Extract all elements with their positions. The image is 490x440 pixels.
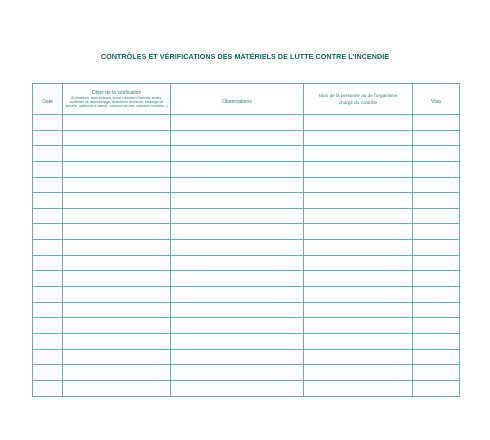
cell-date[interactable] <box>33 365 63 381</box>
table-row <box>33 193 460 209</box>
cell-objet[interactable] <box>63 130 171 146</box>
cell-observations[interactable] <box>171 240 304 256</box>
cell-objet[interactable] <box>63 287 171 303</box>
table-row <box>33 177 460 193</box>
cell-date[interactable] <box>33 224 63 240</box>
cell-nom[interactable] <box>304 161 413 177</box>
cell-observations[interactable] <box>171 177 304 193</box>
cell-nom[interactable] <box>304 146 413 162</box>
cell-nom[interactable] <box>304 318 413 334</box>
column-header-date <box>33 84 63 115</box>
cell-visa[interactable] <box>413 302 460 318</box>
cell-nom[interactable] <box>304 193 413 209</box>
cell-date[interactable] <box>33 161 63 177</box>
cell-nom[interactable] <box>304 255 413 271</box>
column-header-date-label: Date <box>42 99 53 105</box>
cell-date[interactable] <box>33 380 63 396</box>
cell-date[interactable] <box>33 130 63 146</box>
table-row <box>33 255 460 271</box>
cell-date[interactable] <box>33 318 63 334</box>
cell-observations[interactable] <box>171 130 304 146</box>
cell-nom[interactable] <box>304 115 413 131</box>
cell-date[interactable] <box>33 240 63 256</box>
cell-visa[interactable] <box>413 115 460 131</box>
column-header-nom-label: Nom de la personne ou de l'organisme chargé du contrôle <box>318 93 398 105</box>
cell-objet[interactable] <box>63 349 171 365</box>
table-row <box>33 208 460 224</box>
cell-visa[interactable] <box>413 287 460 303</box>
cell-observations[interactable] <box>171 380 304 396</box>
cell-visa[interactable] <box>413 240 460 256</box>
cell-visa[interactable] <box>413 208 460 224</box>
cell-nom[interactable] <box>304 349 413 365</box>
cell-visa[interactable] <box>413 349 460 365</box>
cell-observations[interactable] <box>171 161 304 177</box>
cell-visa[interactable] <box>413 130 460 146</box>
column-header-observations <box>171 84 304 115</box>
table-row <box>33 240 460 256</box>
cell-visa[interactable] <box>413 161 460 177</box>
inspection-log-table <box>32 83 460 397</box>
cell-nom[interactable] <box>304 380 413 396</box>
cell-observations[interactable] <box>171 271 304 287</box>
table-row <box>33 302 460 318</box>
cell-nom[interactable] <box>304 287 413 303</box>
cell-visa[interactable] <box>413 255 460 271</box>
cell-objet[interactable] <box>63 302 171 318</box>
cell-observations[interactable] <box>171 146 304 162</box>
cell-objet[interactable] <box>63 240 171 256</box>
cell-date[interactable] <box>33 349 63 365</box>
table-row <box>33 146 460 162</box>
cell-date[interactable] <box>33 177 63 193</box>
cell-date[interactable] <box>33 146 63 162</box>
cell-date[interactable] <box>33 302 63 318</box>
cell-objet[interactable] <box>63 271 171 287</box>
column-header-objet <box>63 84 171 115</box>
table-row <box>33 130 460 146</box>
cell-objet[interactable] <box>63 193 171 209</box>
cell-date[interactable] <box>33 208 63 224</box>
cell-date[interactable] <box>33 193 63 209</box>
cell-visa[interactable] <box>413 193 460 209</box>
cell-objet[interactable] <box>63 146 171 162</box>
cell-nom[interactable] <box>304 271 413 287</box>
cell-objet[interactable] <box>63 333 171 349</box>
table-row <box>33 349 460 365</box>
cell-objet[interactable] <box>63 224 171 240</box>
cell-nom[interactable] <box>304 224 413 240</box>
cell-objet[interactable] <box>63 255 171 271</box>
cell-visa[interactable] <box>413 224 460 240</box>
cell-nom[interactable] <box>304 208 413 224</box>
cell-nom[interactable] <box>304 177 413 193</box>
cell-date[interactable] <box>33 255 63 271</box>
cell-visa[interactable] <box>413 380 460 396</box>
column-header-observations-label: Observations <box>222 99 252 105</box>
table-row <box>33 318 460 334</box>
table-header-row <box>33 84 460 115</box>
cell-objet[interactable] <box>63 365 171 381</box>
cell-nom[interactable] <box>304 240 413 256</box>
cell-date[interactable] <box>33 115 63 131</box>
cell-nom[interactable] <box>304 365 413 381</box>
page-title: CONTRÔLES ET VÉRIFICATIONS DES MATÉRIELS DE LUTTE CONTRE L'INCENDIE <box>100 52 390 61</box>
cell-nom[interactable] <box>304 130 413 146</box>
cell-visa[interactable] <box>413 318 460 334</box>
table-row <box>33 380 460 396</box>
cell-objet[interactable] <box>63 380 171 396</box>
cell-date[interactable] <box>33 333 63 349</box>
cell-nom[interactable] <box>304 333 413 349</box>
cell-observations[interactable] <box>171 224 304 240</box>
cell-visa[interactable] <box>413 365 460 381</box>
cell-observations[interactable] <box>171 115 304 131</box>
cell-visa[interactable] <box>413 333 460 349</box>
table-row <box>33 365 460 381</box>
cell-objet[interactable] <box>63 177 171 193</box>
cell-observations[interactable] <box>171 302 304 318</box>
cell-visa[interactable] <box>413 146 460 162</box>
cell-date[interactable] <box>33 287 63 303</box>
cell-observations[interactable] <box>171 255 304 271</box>
table-row <box>33 271 460 287</box>
table-row <box>33 287 460 303</box>
cell-nom[interactable] <box>304 302 413 318</box>
cell-observations[interactable] <box>171 193 304 209</box>
column-header-visa <box>413 84 460 115</box>
table-row <box>33 115 460 131</box>
table-body <box>33 115 460 397</box>
column-header-objet-label: Objet de la vérification <box>91 89 142 96</box>
cell-objet[interactable] <box>63 318 171 334</box>
cell-visa[interactable] <box>413 271 460 287</box>
table-row <box>33 161 460 177</box>
cell-observations[interactable] <box>171 287 304 303</box>
table-row <box>33 224 460 240</box>
cell-observations[interactable] <box>171 365 304 381</box>
cell-visa[interactable] <box>413 177 460 193</box>
cell-observations[interactable] <box>171 349 304 365</box>
cell-objet[interactable] <box>63 115 171 131</box>
cell-observations[interactable] <box>171 318 304 334</box>
cell-date[interactable] <box>33 271 63 287</box>
cell-objet[interactable] <box>63 161 171 177</box>
cell-observations[interactable] <box>171 208 304 224</box>
table-row <box>33 333 460 349</box>
cell-observations[interactable] <box>171 333 304 349</box>
cell-objet[interactable] <box>63 208 171 224</box>
column-header-visa-label: Visa <box>431 99 441 105</box>
column-header-nom <box>304 84 413 115</box>
column-header-objet-detail: (Extincteurs, sous-poteaux, aéria, robinets d'incendie armés, systèmes de désenfumage, détecteurs de fumée, éclairage de sécurité, systèmes d'alarme, colonnes sèches, colonnes humides...) <box>65 95 168 109</box>
